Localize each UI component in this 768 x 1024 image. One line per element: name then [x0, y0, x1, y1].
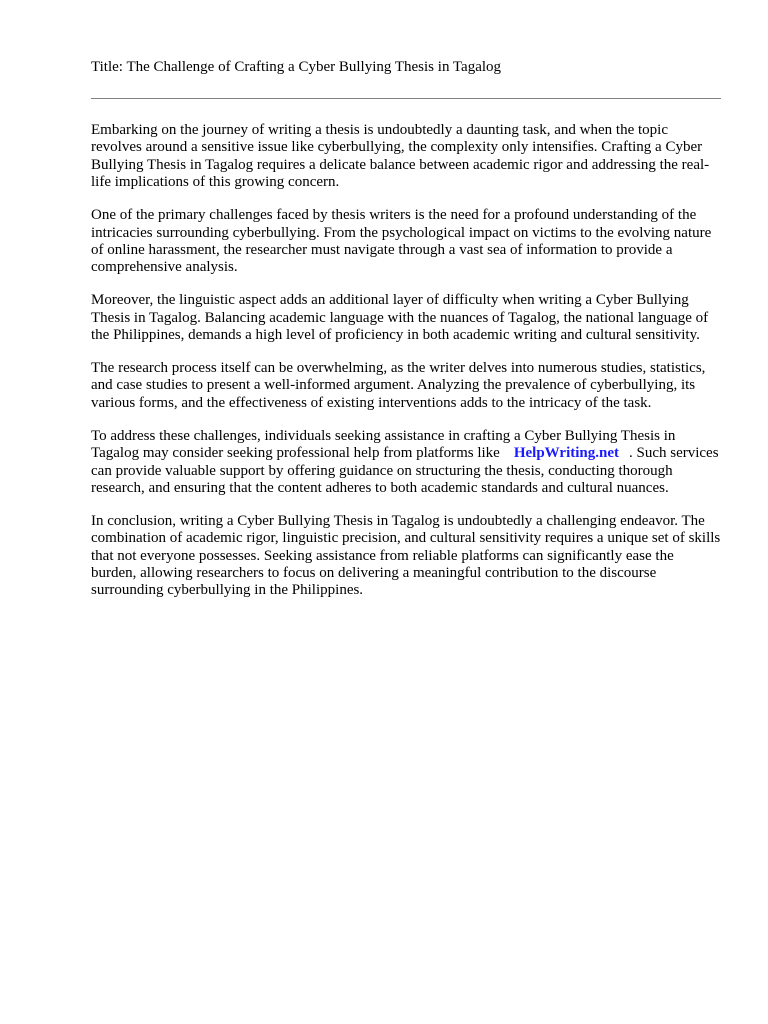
paragraph-linguistic: Moreover, the linguistic aspect adds an additional layer of difficulty when writing a Cyber Bullying Thesis in Tagalog. Balancing academic language with the nuances of Tagalog, the national language of the Philippines, demands a high level of proficiency in both academic writing and cultural sensitivity. [91, 292, 709, 344]
helpwriting-link[interactable]: HelpWriting.net [513, 445, 619, 462]
paragraph-challenges: One of the primary challenges faced by thesis writers is the need for a profound understanding of the intricacies surrounding cyberbullying. From the psychological impact on victims to the evolving nature of online harassment, the researcher must navigate through a vast sea of information to provide a comprehensive analysis. [91, 207, 712, 276]
help-text-before: To address these challenges, individuals seeking assistance in crafting a Cyber Bullying Thesis in Tagalog may consider seeking professional help from platforms like [91, 427, 676, 462]
document-page [91, 58, 721, 615]
document-title: Title: The Challenge of Crafting a Cyber Bullying Thesis in Tagalog [91, 59, 502, 75]
paragraph-research: The research process itself can be overwhelming, as the writer delves into numerous studies, statistics, and case studies to present a well-informed argument. Analyzing the prevalence of cyberbullying, its various forms, and the effectiveness of existing interventions adds to the intricacy of the task. [91, 359, 706, 411]
paragraph-conclusion: In conclusion, writing a Cyber Bullying Thesis in Tagalog is undoubtedly a challenging endeavor. The combination of academic rigor, linguistic precision, and cultural sensitivity requires a unique set of skills that not everyone possesses. Seeking assistance from reliable platforms can significantly ease the burden, allowing researchers to focus on delivering a meaningful contribution to the discourse surrounding cyberbullying in the Philippines. [91, 512, 721, 599]
help-text-after: . Such services can provide valuable support by offering guidance on structuring the thesis, conducting thorough research, and ensuring that the content adheres to both academic standards and cultural nuances. [91, 445, 719, 496]
title-divider [91, 98, 721, 99]
paragraph-intro: Embarking on the journey of writing a thesis is undoubtedly a daunting task, and when the topic revolves around a sensitive issue like cyberbullying, the complexity only intensifies. Crafting a Cyber Bullying Thesis in Tagalog requires a delicate balance between academic rigor and addressing the real-life implications of this growing concern. [91, 122, 710, 191]
paragraph-help [91, 428, 721, 498]
document-body [91, 122, 721, 600]
